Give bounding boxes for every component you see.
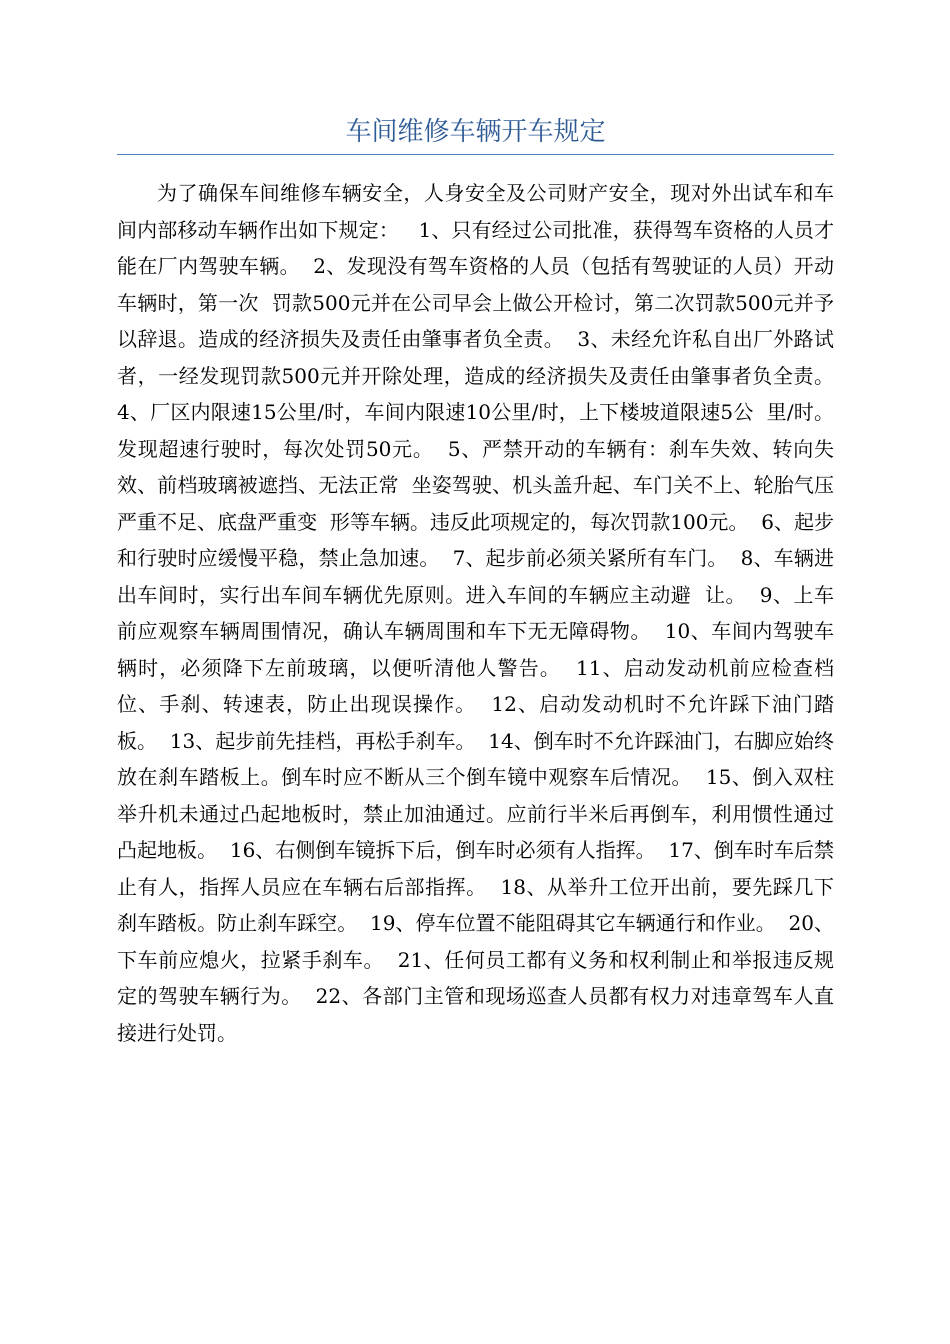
title-underline [117, 154, 834, 155]
regulation-body-text: 为了确保车间维修车辆安全，人身安全及公司财产安全，现对外出试车和车间内部移动车辆作出如下规定： 1、只有经过公司批准，获得驾车资格的人员才能在厂内驾驶车辆。 2、发现没有驾车资格的人员（包括有驾驶证的人员）开动车辆时，第一次 罚款500元并在公司早会上做公开检讨，第二次罚款500元并予以辞退。造成的经济损失及责任由肇事者负全责。 3、未经允许私自出厂外路试者，一经发现罚款500元并开除处理，造成的经济损失及责任由肇事者负全责。 4、厂区内限速15公里/时，车间内限速10公里/时，上下楼坡道限速5公 里/时。发现超速行驶时，每次处罚50元。 5、严禁开动的车辆有：刹车失效、转向失效、前档玻璃被遮挡、无法正常 坐姿驾驶、机头盖升起、车门关不上、轮胎气压严重不足、底盘严重变 形等车辆。违反此项规定的，每次罚款100元。 6、起步和行驶时应缓慢平稳，禁止急加速。 7、起步前必须关紧所有车门。 8、车辆进出车间时，实行出车间车辆优先原则。进入车间的车辆应主动避 让。 9、上车前应观察车辆周围情况，确认车辆周围和车下无无障碍物。 10、车间内驾驶车辆时，必须降下左前玻璃，以便听清他人警告。 11、启动发动机前应检查档位、手刹、转速表，防止出现误操作。 12、启动发动机时不允许踩下油门踏板。 13、起步前先挂档，再松手刹车。 14、倒车时不允许踩油门，右脚应始终放在刹车踏板上。倒车时应不断从三个倒车镜中观察车后情况。 15、倒入双柱举升机未通过凸起地板时，禁止加油通过。应前行半米后再倒车，利用惯性通过凸起地板。 16、右侧倒车镜拆下后，倒车时必须有人指挥。 17、倒车时车后禁止有人，指挥人员应在车辆右后部指挥。 18、从举升工位开出前，要先踩几下刹车踏板。防止刹车踩空。 19、停车位置不能阻碍其它车辆通行和作业。 20、下车前应熄火，拉紧手刹车。 21、任何员工都有义务和权利制止和举报违反规定的驾驶车辆行为。 22、各部门主管和现场巡查人员都有权力对违章驾车人直接进行处罚。 [117, 181, 847, 1045]
document-title: 车间维修车辆开车规定 [345, 117, 606, 147]
